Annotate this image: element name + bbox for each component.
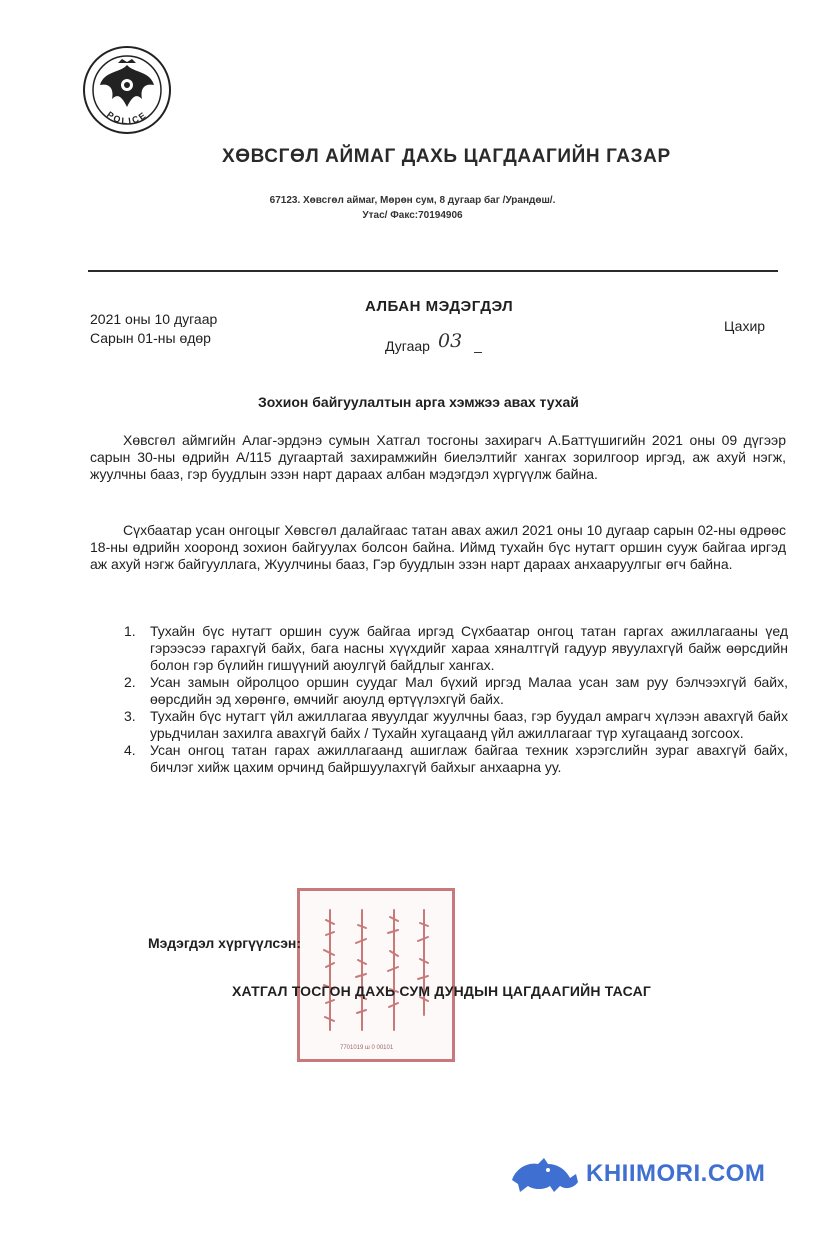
- list-item-number: 3.: [124, 708, 136, 724]
- list-item-number: 1.: [124, 623, 136, 639]
- list-item-number: 2.: [124, 674, 136, 690]
- list-item: [118, 708, 788, 742]
- stamp-code: 7701019 ш 0 00101: [340, 1045, 394, 1051]
- header-divider: [88, 270, 778, 272]
- sender-organization: ХАТГАЛ ТОСГОН ДАХЬ СУМ ДУНДЫН ЦАГДААГИЙН ТАСАГ: [232, 983, 652, 999]
- list-item: [118, 674, 788, 708]
- document-title: АЛБАН МЭДЭГДЭЛ: [365, 298, 514, 315]
- phone-fax-line: Утас/ Факс:70194906: [362, 210, 463, 221]
- sender-label: Мэдэгдэл хүргүүлсэн:: [148, 935, 302, 951]
- list-item: [118, 742, 788, 776]
- paragraph-notice: Сүхбаатар усан онгоцыг Хөвсгөл далайгаас татан авах ажил 2021 оны 10 дугаар сарын 02-ны өдрөөс 18-ны өдрийн хооронд зохион байгуулах болсон байна. Иймд тухайн бүс нутагт оршин сууж байгаа иргэд аж ахуй нэгж байгууллага, Жуулчины бааз, Гэр буудлын эзэн нарт дараах анхааруулгыг өгч байна.: [90, 522, 786, 572]
- number-underline-mark: [474, 352, 482, 353]
- list-item-text: Усан замын ойролцоо оршин суудаг Мал бүхий иргэд Малаа усан зам руу бэлчээхгүй байх, өөрсдийн эд хөрөнгө, өмчийг аюулд өртүүлэхгүй байх.: [150, 674, 788, 707]
- paragraph-intro: Хөвсгөл аймгийн Алаг-эрдэнэ сумын Хатгал тосгоны захирагч А.Баттүшигийн 2021 оны 09 дүгээр сарын 30-ны өдрийн А/115 дугаартай захирамжийн биелэлтийг хангах зорилгоор иргэд, аж ахуй нэгж, жуулчны бааз, гэр буудлын эзэн нарт дараах албан мэдэгдэл хүргүүлж байна.: [90, 432, 786, 482]
- document-subject: Зохион байгуулалтын арга хэмжээ авах тухай: [258, 394, 579, 410]
- list-item: [118, 623, 788, 674]
- list-item-text: Тухайн бүс нутагт оршин сууж байгаа иргэд Сүхбаатар онгоц татан гаргах ажиллагааны үед гэрээсээ гарахгүй байх, бага насны хүүхдийг хараа хяналтгүй гадуур явуулахгүй байж өөрсдийн болон гэр бүлийн гишүүний аюулгүй байдлыг хангах.: [150, 623, 788, 673]
- number-label: Дугаар: [385, 338, 430, 354]
- date-line-1: 2021 оны 10 дугаар: [90, 311, 218, 327]
- svg-text:POLICE: POLICE: [104, 109, 150, 127]
- list-item-number: 4.: [124, 742, 136, 758]
- watermark-text: KHIIMORI.COM: [586, 1160, 766, 1187]
- number-value-handwritten: 03: [438, 330, 463, 352]
- list-item-text: Тухайн бүс нутагт үйл ажиллагаа явуулдаг жуулчны бааз, гэр буудал амрагч хүлээн авахгүй байх урьдчилан захилга авахгүй байх / Тухайн хугацаанд үйл ажиллагааг түр хугацаанд зогсоох.: [150, 708, 788, 741]
- address-line: 67123. Хөвсгөл аймаг, Мөрөн сум, 8 дугаар баг /Урандөш/.: [269, 195, 556, 206]
- organization-title: ХӨВСГӨЛ АЙМАГ ДАХЬ ЦАГДААГИЙН ГАЗАР: [222, 146, 671, 167]
- warning-list: [118, 623, 788, 776]
- recipient: Цахир: [724, 318, 766, 334]
- police-emblem-logo: [82, 45, 172, 135]
- stamp-mongolian-script: [310, 905, 442, 1035]
- date-line-2: Сарын 01-ны өдөр: [90, 330, 211, 346]
- list-item-text: Усан онгоц татан гарах ажиллагаанд ашиглаж байгаа техник хэрэгслийн зураг авахгүй байх, бичлэг хийж цахим орчинд байршуулахгүй байхыг анхаарна уу.: [150, 742, 788, 775]
